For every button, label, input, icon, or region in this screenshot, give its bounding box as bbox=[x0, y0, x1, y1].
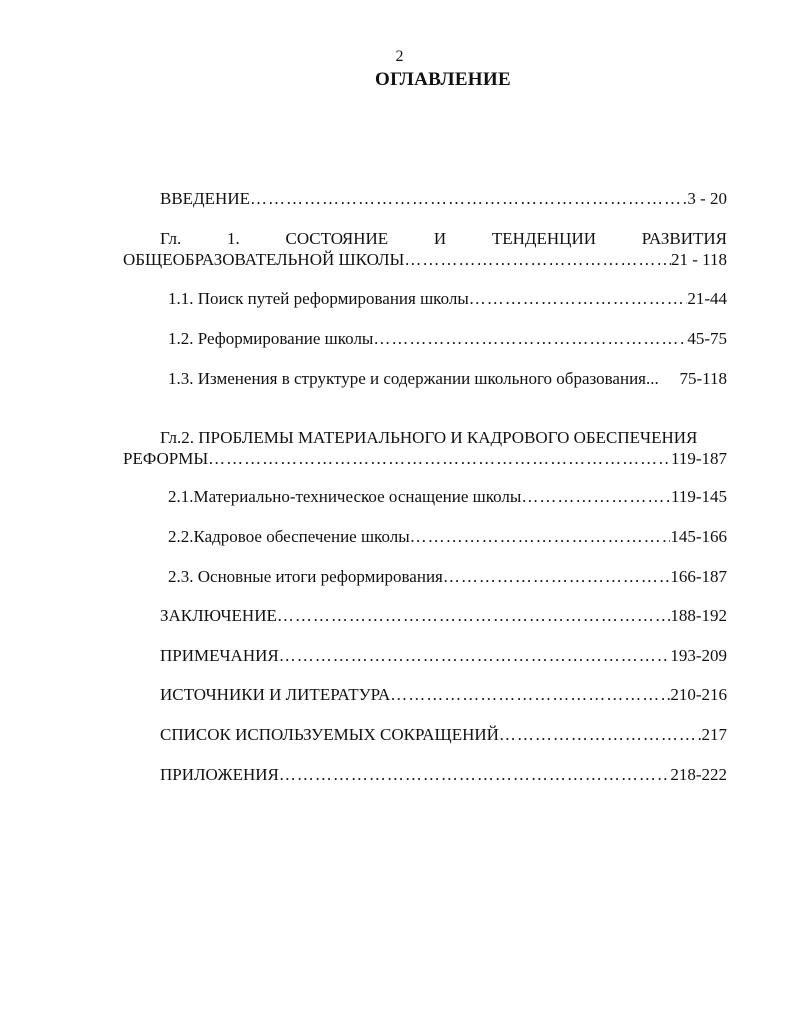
toc-entry-pages: 119-187 bbox=[670, 449, 727, 468]
toc-entry-2-2 bbox=[168, 527, 727, 547]
toc-entry-pages: 21-44 bbox=[687, 289, 727, 308]
dot-leader bbox=[279, 646, 671, 666]
toc-word: СОСТОЯНИЕ bbox=[285, 229, 389, 248]
toc-entry-title: ИСТОЧНИКИ И ЛИТЕРАТУРА bbox=[160, 685, 391, 704]
toc-entry-1-2 bbox=[168, 329, 727, 349]
dot-leader bbox=[390, 685, 670, 705]
toc-entry-title: ПРИЛОЖЕНИЯ bbox=[160, 765, 279, 784]
toc-entry-abbreviations bbox=[160, 725, 727, 745]
toc-word: ТЕНДЕНЦИИ bbox=[491, 229, 596, 248]
dot-leader bbox=[279, 765, 670, 785]
toc-word: 1. bbox=[227, 229, 240, 248]
toc-entry-pages: 193-209 bbox=[670, 646, 727, 665]
toc-entry-2-1 bbox=[168, 487, 727, 507]
toc-word: И bbox=[433, 229, 447, 248]
toc-entry-chapter2-line1 bbox=[160, 428, 727, 448]
toc-entry-title: 2.1.Материально-техническое оснащение школы bbox=[168, 487, 522, 506]
toc-entry-title: ОБЩЕОБРАЗОВАТЕЛЬНОЙ ШКОЛЫ bbox=[123, 250, 405, 269]
toc-entry-title: 1.1. Поиск путей реформирования школы bbox=[168, 289, 469, 308]
toc-entry-title: 2.2.Кадровое обеспечение школы bbox=[168, 527, 410, 546]
toc-entry-title: 1.2. Реформирование школы bbox=[168, 329, 374, 348]
toc-entry-title: ЗАКЛЮЧЕНИЕ bbox=[160, 606, 277, 625]
toc-entry-pages: 45-75 bbox=[687, 329, 727, 348]
toc-entry-pages: 3 - 20 bbox=[687, 189, 727, 208]
dot-leader bbox=[208, 449, 671, 469]
dot-leader bbox=[250, 189, 687, 209]
dot-leader bbox=[469, 289, 688, 309]
toc-entry-pages: 188-192 bbox=[670, 606, 727, 625]
toc-entry-chapter2-line2 bbox=[123, 449, 727, 469]
toc-entry-chapter1-line2 bbox=[123, 250, 727, 270]
dot-leader bbox=[521, 487, 671, 507]
toc-entry-pages: 21 - 118 bbox=[670, 250, 727, 269]
toc-entry-title: ВВЕДЕНИЕ bbox=[160, 189, 250, 208]
toc-entry-pages: 210-216 bbox=[670, 685, 727, 704]
toc-word: Гл. bbox=[160, 229, 182, 248]
toc-entry-pages: 119-145 bbox=[670, 487, 727, 506]
toc-entry-intro bbox=[160, 189, 727, 209]
dot-leader bbox=[373, 329, 687, 349]
toc-word: РАЗВИТИЯ bbox=[641, 229, 727, 248]
toc-entry-sources bbox=[160, 685, 727, 705]
toc-entry-pages: 145-166 bbox=[670, 527, 727, 546]
dot-leader bbox=[277, 606, 670, 626]
toc-entry-1-1 bbox=[168, 289, 727, 309]
toc-entry-pages: 217 bbox=[701, 725, 727, 744]
toc-entry-chapter1-line1 bbox=[160, 229, 727, 249]
toc-entry-title: 2.3. Основные итоги реформирования bbox=[168, 567, 443, 586]
page-title: ОГЛАВЛЕНИЕ bbox=[375, 69, 511, 90]
page-number: 2 bbox=[395, 48, 404, 65]
dot-leader bbox=[410, 527, 671, 547]
toc-entry-conclusion bbox=[160, 606, 727, 626]
toc-entry-2-3 bbox=[168, 567, 727, 587]
dot-leader bbox=[404, 250, 671, 270]
toc-entry-title: РЕФОРМЫ bbox=[123, 449, 209, 468]
toc-entry-appendix bbox=[160, 765, 727, 785]
toc-entry-pages: 75-118 bbox=[679, 369, 727, 388]
dot-leader bbox=[443, 567, 670, 587]
toc-entry-notes bbox=[160, 646, 727, 666]
dot-leader bbox=[499, 725, 702, 745]
toc-entry-1-3 bbox=[168, 369, 727, 389]
toc-entry-pages: 166-187 bbox=[670, 567, 727, 586]
toc-entry-pages: 218-222 bbox=[670, 765, 727, 784]
toc-entry-title: Гл.2. ПРОБЛЕМЫ МАТЕРИАЛЬНОГО И КАДРОВОГО ОБЕСПЕЧЕНИЯ bbox=[160, 428, 698, 447]
toc-entry-title: 1.3. Изменения в структуре и содержании школьного образования... bbox=[168, 369, 659, 388]
toc-entry-title: СПИСОК ИСПОЛЬЗУЕМЫХ СОКРАЩЕНИЙ bbox=[160, 725, 499, 744]
toc-entry-title: ПРИМЕЧАНИЯ bbox=[160, 646, 279, 665]
